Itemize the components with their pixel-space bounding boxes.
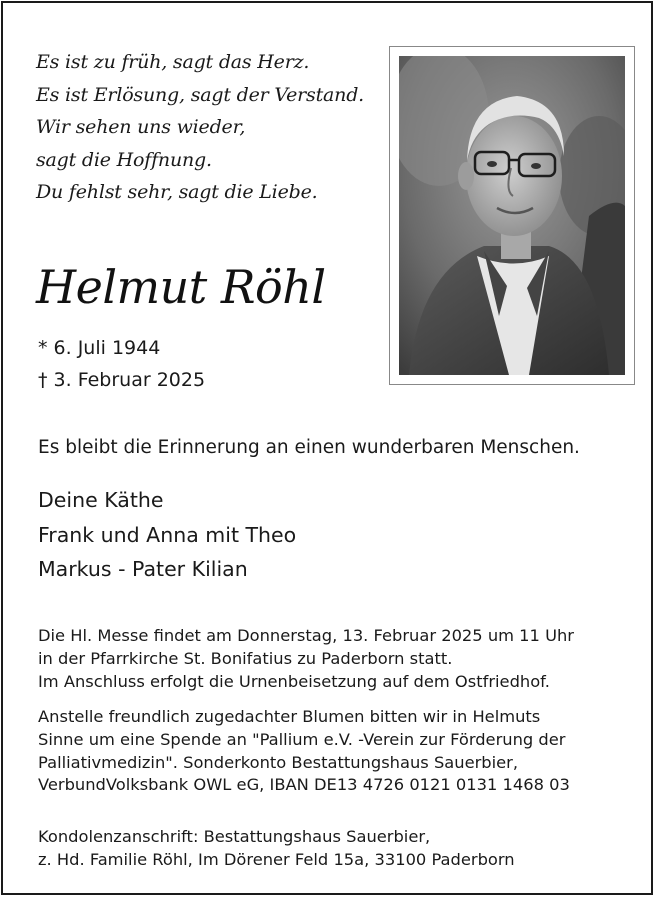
life-dates	[38, 332, 205, 396]
poem-line: Es ist Erlösung, sagt der Verstand.	[36, 83, 364, 106]
condolence-address-line: Kondolenzanschrift: Bestattungshaus Sauerbier,	[38, 827, 431, 846]
service-info-line: in der Pfarrkirche St. Bonifatius zu Paderborn statt.	[38, 648, 453, 668]
portrait-photo	[399, 56, 625, 375]
donation-info	[38, 706, 570, 797]
deceased-name: Helmut Röhl	[36, 260, 326, 314]
service-info-line: Die Hl. Messe findet am Donnerstag, 13. Februar 2025 um 11 Uhr	[38, 626, 575, 645]
birth-date: * 6. Juli 1944	[38, 337, 161, 359]
condolence-address	[38, 826, 515, 872]
service-info	[38, 625, 574, 693]
poem-line: Es ist zu früh, sagt das Herz.	[36, 51, 310, 73]
condolence-address-line: z. Hd. Familie Röhl, Im Dörener Feld 15a, 33100 Paderborn	[38, 849, 515, 869]
poem	[36, 46, 364, 209]
donation-info-line: Palliativmedizin". Sonderkonto Bestattungshaus Sauerbier,	[38, 752, 519, 772]
donation-info-line: Sinne um eine Spende an "Pallium e.V. -Verein zur Förderung der	[38, 729, 566, 749]
poem-line: Wir sehen uns wieder,	[36, 116, 246, 138]
memory-line: Es bleibt die Erinnerung an einen wunderbaren Menschen.	[38, 437, 580, 458]
obituary-notice	[1, 1, 653, 895]
death-date: † 3. Februar 2025	[38, 369, 206, 391]
mourner: Markus - Pater Kilian	[38, 557, 248, 581]
mourner: Frank und Anna mit Theo	[38, 522, 297, 547]
photo-frame	[389, 46, 635, 385]
donation-info-line: VerbundVolksbank OWL eG, IBAN DE13 4726 0121 0131 1468 03	[38, 775, 570, 795]
poem-line: sagt die Hoffnung.	[36, 148, 212, 171]
mourner: Deine Käthe	[38, 488, 164, 512]
donation-info-line: Anstelle freundlich zugedachter Blumen bitten wir in Helmuts	[38, 707, 541, 726]
portrait-photo-icon	[399, 56, 625, 375]
service-info-line: Im Anschluss erfolgt die Urnenbeisetzung auf dem Ostfriedhof.	[38, 671, 550, 691]
poem-line: Du fehlst sehr, sagt die Liebe.	[36, 181, 318, 203]
mourners-list	[38, 483, 296, 587]
